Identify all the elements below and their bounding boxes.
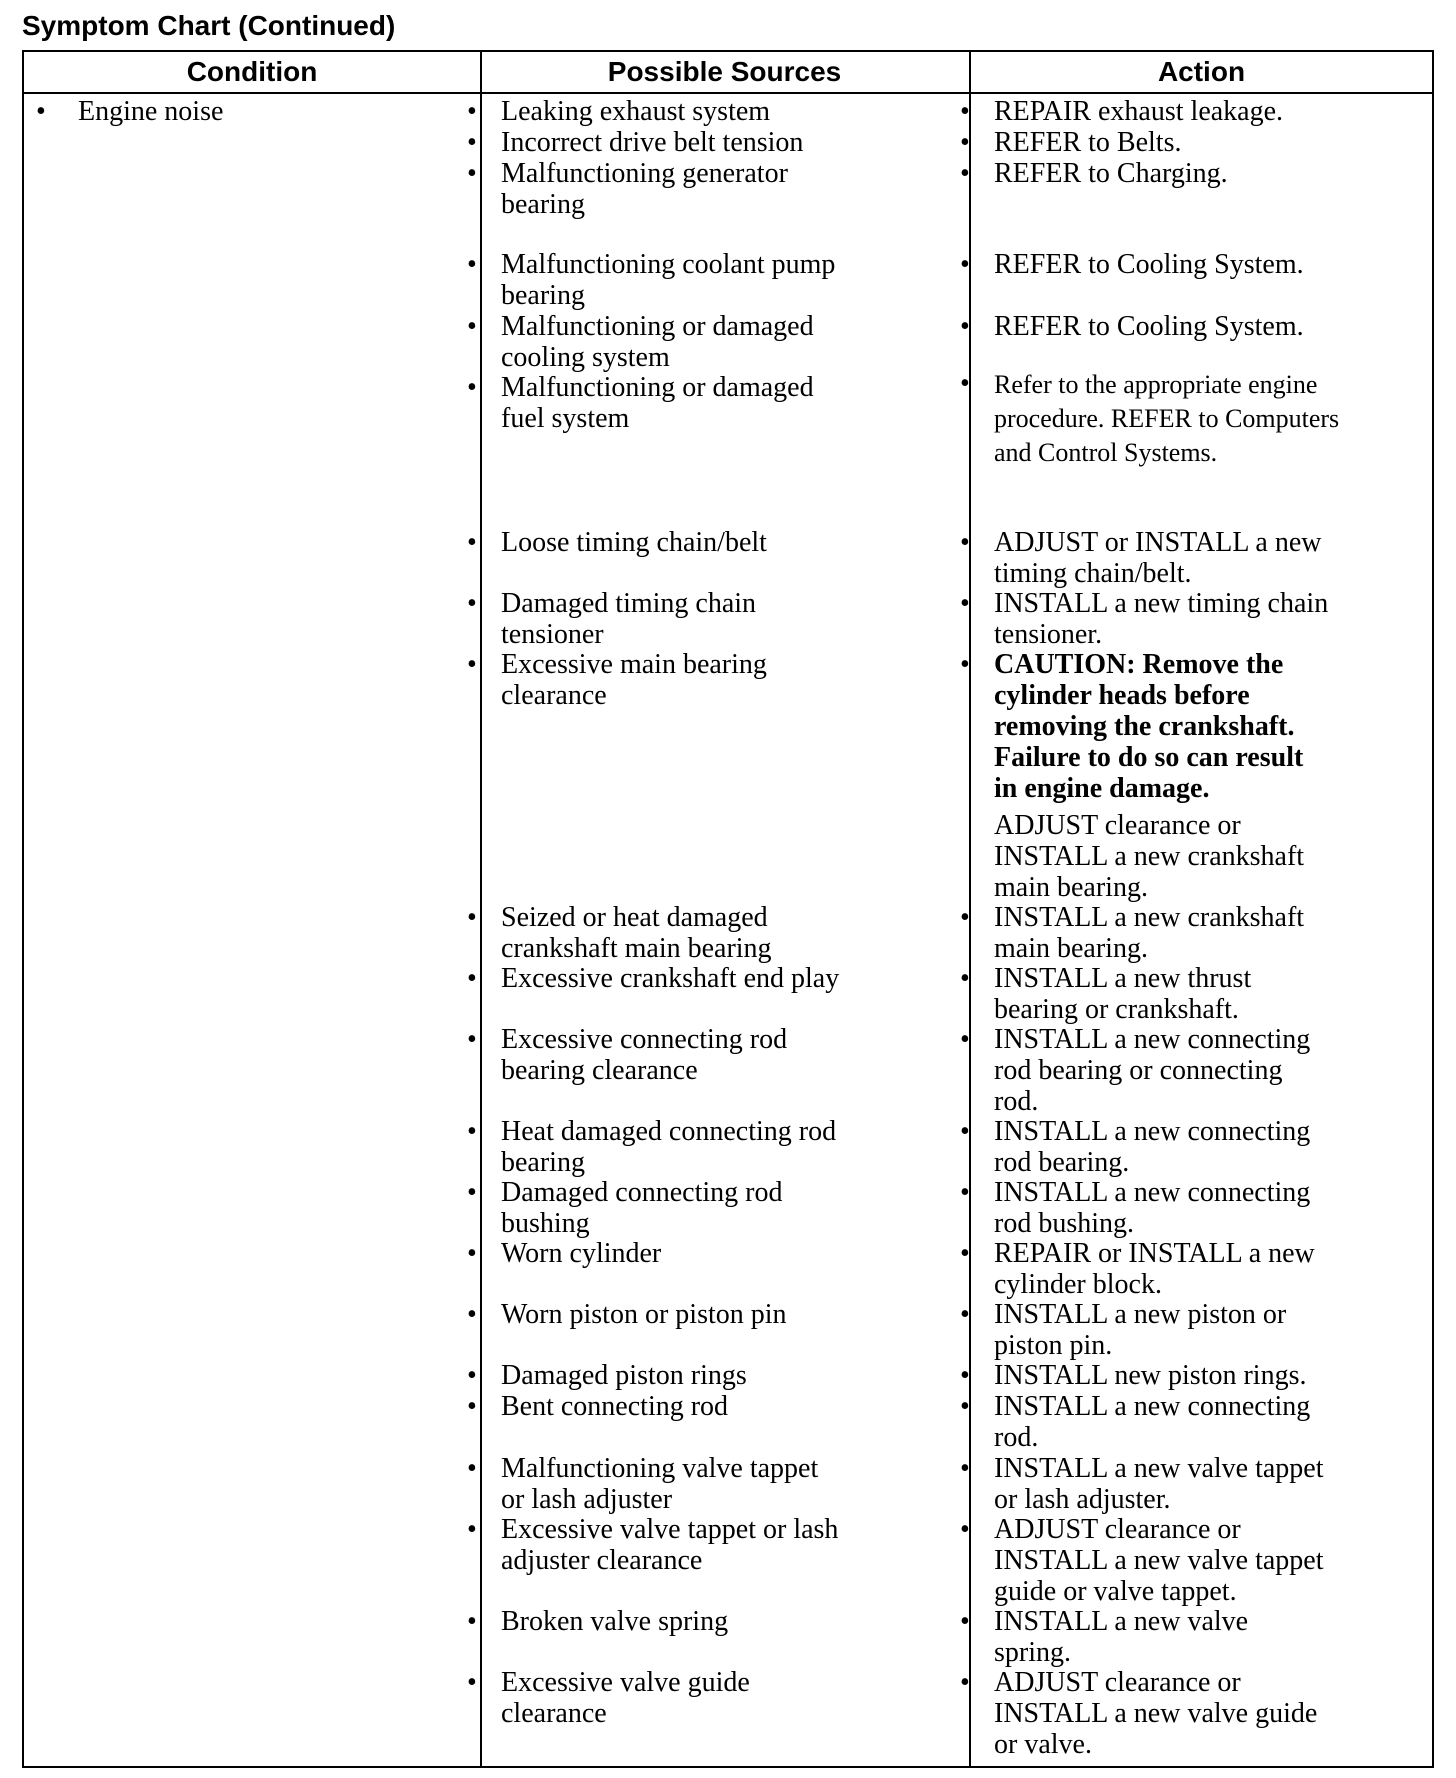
bullet: • — [960, 96, 970, 127]
bullet: • — [960, 1514, 970, 1545]
action-text: INSTALL a new valve tappet or lash adjuster. — [994, 1453, 1324, 1515]
bullet: • — [467, 902, 477, 933]
source-text: Malfunctioning or damaged cooling system — [501, 311, 814, 373]
bullet: • — [960, 1177, 970, 1208]
action-text: REFER to Cooling System. — [994, 249, 1304, 280]
action-text: REFER to Cooling System. — [994, 311, 1304, 342]
condition-header: Condition — [186, 56, 318, 87]
source-text: Malfunctioning coolant pump bearing — [501, 249, 836, 311]
bullet: • — [960, 1667, 970, 1698]
bullet: • — [960, 1116, 970, 1147]
bullet: • — [36, 96, 46, 127]
source-text: Excessive valve tappet or lash adjuster clearance — [501, 1514, 839, 1576]
bullet: • — [467, 588, 477, 619]
source-text: Damaged timing chain tensioner — [501, 588, 757, 650]
source-text: Bent connecting rod — [501, 1391, 729, 1422]
bullet: • — [960, 158, 970, 189]
action-text: Refer to the appropriate engine procedure. REFER to Computers and Control Systems. — [994, 370, 1340, 467]
bullet: • — [467, 1453, 477, 1484]
action-text: REFER to Belts. — [994, 127, 1182, 158]
source-text: Broken valve spring — [501, 1606, 729, 1637]
action-text: INSTALL a new connecting rod bushing. — [994, 1177, 1311, 1239]
header-divider — [24, 92, 1432, 94]
bullet: • — [960, 311, 970, 342]
bullet: • — [960, 1453, 970, 1484]
bullet: • — [960, 127, 970, 158]
bullet: • — [467, 96, 477, 127]
action-header: Action — [1157, 56, 1246, 87]
action-text: INSTALL a new piston or piston pin. — [994, 1299, 1287, 1361]
bullet: • — [960, 1606, 970, 1637]
source-text: Leaking exhaust system — [501, 96, 771, 127]
action-text: INSTALL a new thrust bearing or crankshaft. — [994, 963, 1252, 1025]
bullet: • — [960, 249, 970, 280]
source-text: Excessive crankshaft end play — [501, 963, 840, 994]
bullet: • — [960, 1024, 970, 1055]
source-text: Excessive main bearing clearance — [501, 649, 767, 711]
bullet: • — [467, 311, 477, 342]
caution-text: CAUTION: Remove the cylinder heads before removing the crankshaft. Failure to do so can result in engine damage. — [994, 649, 1304, 804]
action-text: INSTALL a new timing chain tensioner. — [994, 588, 1329, 650]
bullet: • — [467, 1667, 477, 1698]
bullet: • — [467, 1391, 477, 1422]
source-text: Damaged piston rings — [501, 1360, 747, 1391]
bullet: • — [467, 249, 477, 280]
bullet: • — [467, 1606, 477, 1637]
bullet: • — [467, 1299, 477, 1330]
column-divider — [480, 52, 482, 1766]
bullet: • — [960, 1238, 970, 1269]
action-text: INSTALL a new connecting rod bearing or connecting rod. — [994, 1024, 1311, 1117]
bullet: • — [960, 902, 970, 933]
source-text: Worn cylinder — [501, 1238, 662, 1269]
action-text: INSTALL a new valve spring. — [994, 1606, 1249, 1668]
source-text: Seized or heat damaged crankshaft main bearing — [501, 902, 772, 964]
bullet: • — [467, 1238, 477, 1269]
bullet: • — [467, 1360, 477, 1391]
source-text: Damaged connecting rod bushing — [501, 1177, 783, 1239]
source-text: Loose timing chain/belt — [501, 527, 767, 558]
possible-sources-header: Possible Sources — [607, 56, 842, 87]
source-text: Malfunctioning valve tappet or lash adjuster — [501, 1453, 819, 1515]
bullet: • — [960, 527, 970, 558]
page-title: Symptom Chart (Continued) — [22, 10, 396, 41]
source-text: Excessive valve guide clearance — [501, 1667, 750, 1729]
bullet: • — [467, 372, 477, 403]
bullet: • — [960, 588, 970, 619]
source-text: Malfunctioning generator bearing — [501, 158, 788, 220]
bullet: • — [960, 649, 970, 680]
bullet: • — [467, 649, 477, 680]
source-text: Heat damaged connecting rod bearing — [501, 1116, 837, 1178]
bullet: • — [960, 368, 970, 399]
condition-text: Engine noise — [78, 96, 224, 127]
source-text: Excessive connecting rod bearing clearance — [501, 1024, 788, 1086]
action-text: ADJUST clearance or INSTALL a new valve tappet guide or valve tappet. — [994, 1514, 1324, 1607]
action-text: INSTALL a new connecting rod bearing. — [994, 1116, 1311, 1178]
bullet: • — [467, 1024, 477, 1055]
action-text: INSTALL a new connecting rod. — [994, 1391, 1311, 1453]
bullet: • — [960, 963, 970, 994]
bullet: • — [960, 1360, 970, 1391]
source-text: Incorrect drive belt tension — [501, 127, 804, 158]
action-text: INSTALL new piston rings. — [994, 1360, 1307, 1391]
source-text: Malfunctioning or damaged fuel system — [501, 372, 814, 434]
bullet: • — [467, 1514, 477, 1545]
symptom-chart-table — [22, 50, 1434, 1768]
action-text: REPAIR or INSTALL a new cylinder block. — [994, 1238, 1315, 1300]
bullet: • — [467, 1177, 477, 1208]
action-text: ADJUST clearance or INSTALL a new crankshaft main bearing. — [994, 810, 1305, 903]
bullet: • — [467, 527, 477, 558]
action-text: REFER to Charging. — [994, 158, 1228, 189]
action-text: ADJUST or INSTALL a new timing chain/belt. — [994, 527, 1322, 589]
bullet: • — [467, 963, 477, 994]
bullet: • — [467, 158, 477, 189]
action-text: REPAIR exhaust leakage. — [994, 96, 1284, 127]
action-text: ADJUST clearance or INSTALL a new valve guide or valve. — [994, 1667, 1318, 1760]
source-text: Worn piston or piston pin — [501, 1299, 787, 1330]
bullet: • — [467, 1116, 477, 1147]
bullet: • — [960, 1391, 970, 1422]
action-text: INSTALL a new crankshaft main bearing. — [994, 902, 1305, 964]
bullet: • — [960, 1299, 970, 1330]
bullet: • — [467, 127, 477, 158]
